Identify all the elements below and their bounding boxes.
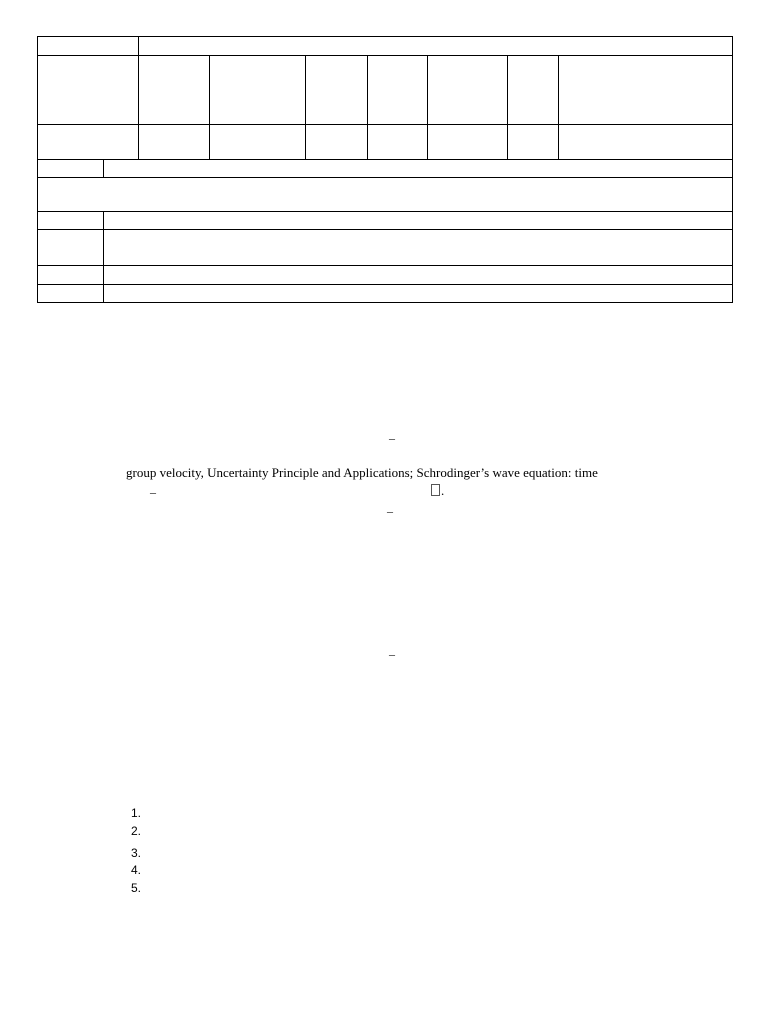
missing-glyph-icon bbox=[431, 484, 440, 496]
line-end-fragment bbox=[431, 483, 444, 498]
table-row-divider bbox=[37, 265, 733, 266]
list-item-number: 3. bbox=[131, 846, 142, 860]
dash-mark: – bbox=[389, 647, 395, 661]
line-end-period: . bbox=[441, 483, 445, 498]
table-col-divider bbox=[367, 55, 368, 160]
table-col-divider bbox=[103, 211, 104, 303]
table-col-divider bbox=[209, 55, 210, 160]
list-item-number: 5. bbox=[131, 881, 142, 895]
table-row-divider bbox=[37, 284, 733, 285]
dash-mark: – bbox=[389, 431, 395, 445]
table-row-divider bbox=[37, 159, 733, 160]
table-row-divider bbox=[37, 229, 733, 230]
table-col-divider bbox=[305, 55, 306, 160]
table-border-bottom bbox=[37, 302, 733, 303]
dash-mark: – bbox=[387, 504, 393, 518]
table-border-top bbox=[37, 36, 733, 37]
dash-mark: – bbox=[150, 485, 156, 499]
table-col-divider bbox=[138, 36, 139, 160]
syllabus-text-line: group velocity, Uncertainty Principle and Applications; Schrodinger’s wave equation: time bbox=[126, 465, 598, 480]
table-col-divider bbox=[507, 55, 508, 160]
table-row-divider bbox=[37, 177, 733, 178]
table-col-divider bbox=[103, 159, 104, 178]
table-border-left bbox=[37, 36, 38, 303]
table-row-divider bbox=[37, 55, 733, 56]
table-col-divider bbox=[558, 55, 559, 160]
list-item-number: 1. bbox=[131, 806, 142, 820]
table-row-divider bbox=[37, 211, 733, 212]
table-row-divider bbox=[37, 124, 733, 125]
list-item-number: 4. bbox=[131, 863, 142, 877]
course-info-table bbox=[0, 0, 768, 310]
table-col-divider bbox=[427, 55, 428, 160]
table-border-right bbox=[732, 36, 733, 303]
list-item-number: 2. bbox=[131, 824, 142, 838]
